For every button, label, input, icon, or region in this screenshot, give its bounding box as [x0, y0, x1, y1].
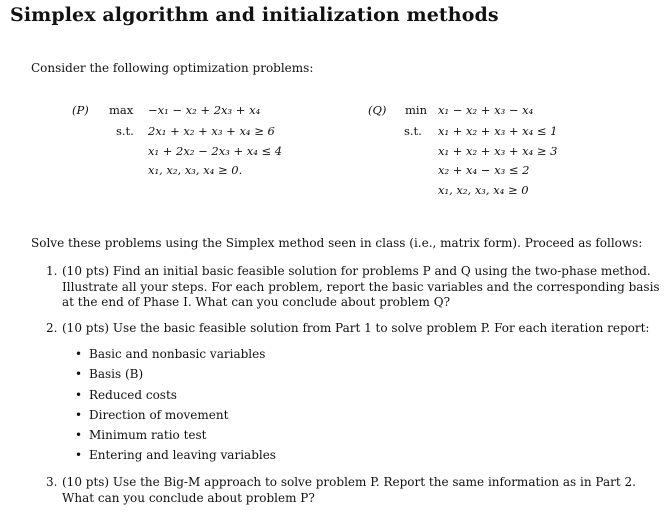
problem-q-st: s.t.	[404, 124, 422, 138]
problem-q	[368, 103, 608, 203]
problem-p-st: s.t.	[116, 124, 134, 138]
bullet-item	[75, 428, 207, 442]
bullet-icon: •	[75, 347, 83, 361]
bullet-item	[75, 388, 177, 402]
bullet-item	[75, 347, 265, 361]
task-line: What can you conclude about problem P?	[62, 491, 315, 505]
instructions-text: Solve these problems using the Simplex method seen in class (i.e., matrix form). Proceed as follows:	[31, 236, 643, 250]
problem-q-constraint: x₂ + x₄ − x₃ ≤ 2	[438, 163, 530, 177]
intro-text: Consider the following optimization problems:	[31, 61, 314, 75]
task-number: 2.	[46, 321, 58, 335]
task-line: (10 pts) Find an initial basic feasible solution for problems P and Q using the two-phase method.	[62, 264, 651, 278]
bullet-text: Entering and leaving variables	[89, 448, 276, 462]
bullet-text: Basic and nonbasic variables	[89, 347, 266, 361]
problem-p-constraint: x₁ + 2x₂ − 2x₃ + x₄ ≤ 4	[148, 144, 283, 158]
problem-p-objective: −x₁ − x₂ + 2x₃ + x₄	[148, 103, 261, 117]
problem-p-label: (P)	[72, 103, 89, 117]
page-title: Simplex algorithm and initialization methods	[10, 4, 499, 26]
problem-p	[72, 103, 312, 183]
problem-p-sense: max	[109, 103, 134, 117]
bullet-item	[75, 408, 228, 422]
bullet-item	[75, 448, 276, 462]
task-number: 1.	[46, 264, 58, 278]
task-line: (10 pts) Use the basic feasible solution from Part 1 to solve problem P. For each iteration report:	[62, 321, 650, 335]
bullet-text: Minimum ratio test	[89, 428, 207, 442]
problem-q-objective: x₁ − x₂ + x₃ − x₄	[438, 103, 534, 117]
task-line: (10 pts) Use the Big-M approach to solve problem P. Report the same information as in Part 2.	[62, 475, 636, 489]
problem-q-label: (Q)	[368, 103, 387, 117]
task-line: Illustrate all your steps. For each problem, report the basic variables and the corresponding basis	[62, 280, 660, 294]
bullet-icon: •	[75, 428, 83, 442]
problem-q-sense: min	[405, 103, 427, 117]
bullet-text: Basis (B)	[89, 367, 144, 381]
problem-p-constraint: x₁, x₂, x₃, x₄ ≥ 0.	[148, 163, 243, 177]
problem-q-constraint: x₁ + x₂ + x₃ + x₄ ≥ 3	[438, 144, 558, 158]
bullet-icon: •	[75, 367, 83, 381]
task-line: at the end of Phase I. What can you conclude about problem Q?	[62, 295, 450, 309]
bullet-text: Reduced costs	[89, 388, 177, 402]
bullet-icon: •	[75, 388, 83, 402]
task-number: 3.	[46, 475, 58, 489]
bullet-item	[75, 367, 143, 381]
problem-p-constraint: 2x₁ + x₂ + x₃ + x₄ ≥ 6	[148, 124, 275, 138]
bullet-text: Direction of movement	[89, 408, 229, 422]
problem-q-constraint: x₁ + x₂ + x₃ + x₄ ≤ 1	[438, 124, 558, 138]
problem-q-constraint: x₁, x₂, x₃, x₄ ≥ 0	[438, 183, 529, 197]
bullet-icon: •	[75, 448, 83, 462]
bullet-icon: •	[75, 408, 83, 422]
